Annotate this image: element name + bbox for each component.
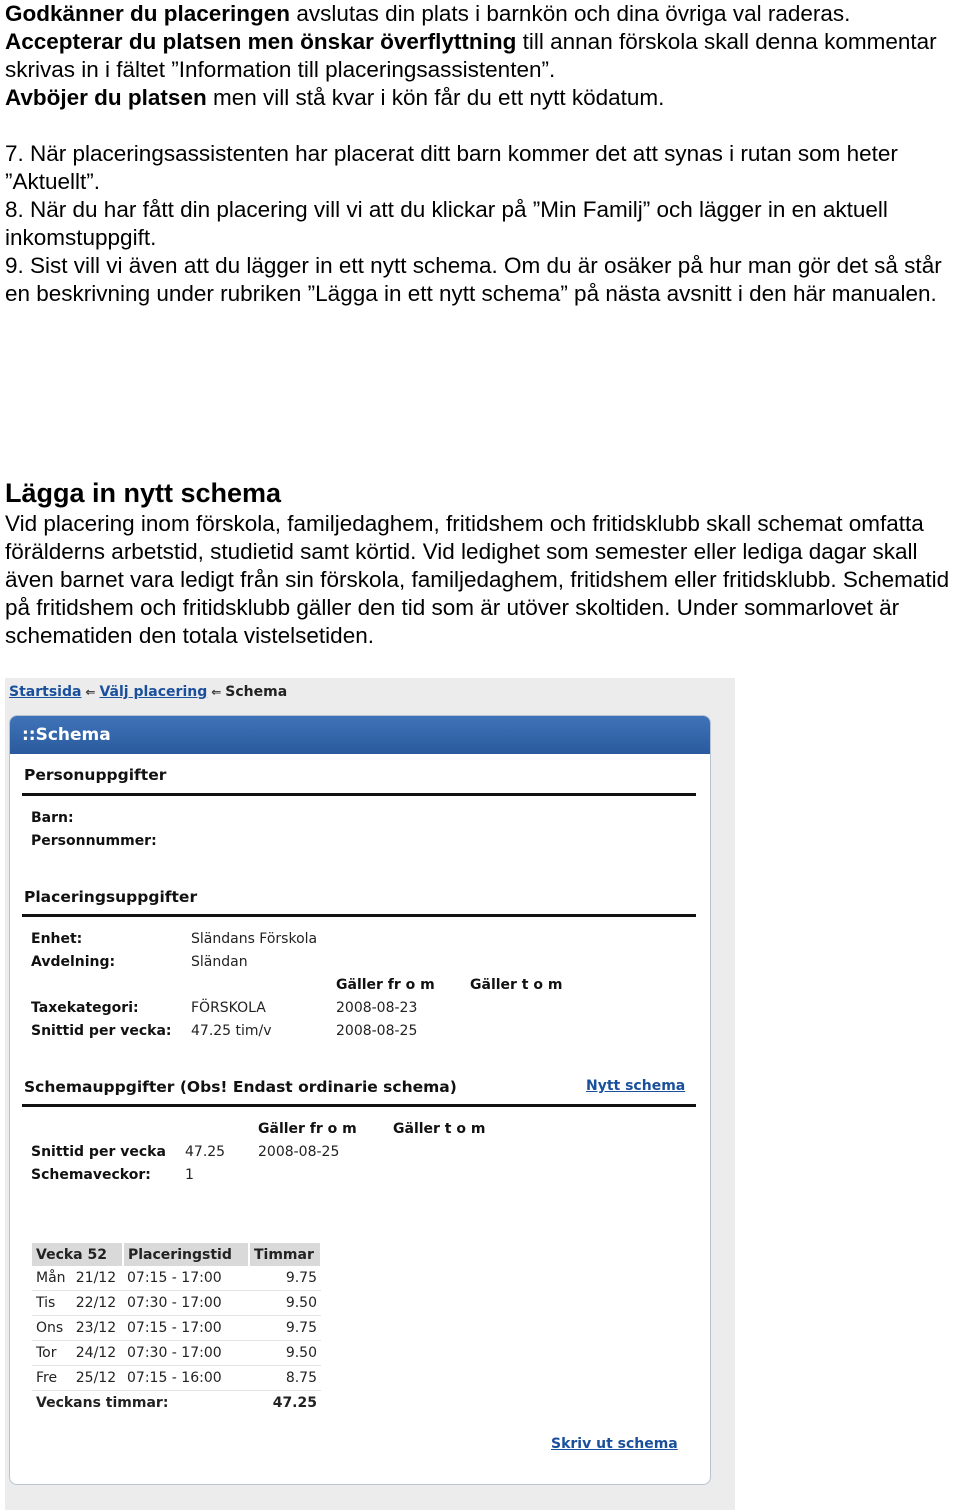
date-cell: 25/12 <box>72 1366 123 1391</box>
week-header: Vecka 52 <box>32 1243 123 1266</box>
divider <box>22 914 696 917</box>
placement-time-header: Placeringstid <box>123 1243 249 1266</box>
personal-number-label: Personnummer: <box>31 833 157 849</box>
placement-heading: Placeringsuppgifter <box>24 888 198 906</box>
time-cell: 07:15 - 17:00 <box>123 1316 249 1341</box>
child-label: Barn: <box>31 810 74 826</box>
divider <box>22 1104 696 1107</box>
total-value: 47.25 <box>272 1395 317 1411</box>
breadcrumb-home-link[interactable]: Startsida <box>9 684 82 700</box>
time-cell: 07:30 - 17:00 <box>123 1341 249 1366</box>
placement-valid-from: 2008-08-23 <box>336 1000 418 1016</box>
section-intro: Vid placering inom förskola, familjedaghem, fritidshem och fritidsklubb skall schemat omfatta förälderns arbetstid, studietid samt körtid. Vid ledighet som semester eller lediga dagar skall även barnet vara ledigt från sin förskola, familjedaghem, fritidshem eller fritidsklubb. Schematid på fritidshem och fritidsklubb gäller den tid som är utöver skoltiden. Under sommarlovet är schematiden den totala vistelsetiden. <box>5 511 950 648</box>
unit-label: Enhet: <box>31 931 83 947</box>
day-cell: Mån <box>32 1266 72 1291</box>
table-row <box>32 1291 321 1316</box>
total-row <box>32 1391 321 1416</box>
schedule-valid-from: 2008-08-25 <box>258 1144 340 1160</box>
date-cell: 22/12 <box>72 1291 123 1316</box>
instruction-text <box>5 0 957 308</box>
day-cell: Tis <box>32 1291 72 1316</box>
paragraph-approve: Godkänner du placeringen avslutas din plats i barnkön och dina övriga val raderas. <box>5 1 851 26</box>
tax-category-label: Taxekategori: <box>31 1000 139 1016</box>
date-cell: 24/12 <box>72 1341 123 1366</box>
department-label: Avdelning: <box>31 954 116 970</box>
time-cell: 07:15 - 17:00 <box>123 1266 249 1291</box>
schedule-average-label: Snittid per vecka <box>31 1144 166 1160</box>
breadcrumb-choose-placement-link[interactable]: Välj placering <box>99 684 208 700</box>
paragraph-accept: Accepterar du platsen men önskar överflyttning till annan förskola skall denna kommentar skrivas in i fältet ”Information till placeringsassistenten”. <box>5 29 937 82</box>
tax-category-value: FÖRSKOLA <box>191 1000 266 1016</box>
schedule-screenshot <box>5 678 735 1510</box>
schedule-average-value: 47.25 <box>185 1144 226 1160</box>
breadcrumb-current: Schema <box>225 684 288 700</box>
valid-from-header: Gäller fr o m <box>336 977 435 993</box>
average-valid-from: 2008-08-25 <box>336 1023 418 1039</box>
step-8: 8. När du har fått din placering vill vi att du klickar på ”Min Familj” och lägger in en aktuell inkomstuppgift. <box>5 197 888 250</box>
day-cell: Ons <box>32 1316 72 1341</box>
weekly-average-value: 47.25 tim/v <box>191 1023 272 1039</box>
table-row <box>32 1366 321 1391</box>
day-cell: Tor <box>32 1341 72 1366</box>
paragraph-decline: Avböjer du platsen men vill stå kvar i kön får du ett nytt ködatum. <box>5 85 665 110</box>
step-7: 7. När placeringsassistenten har placerat ditt barn kommer det att synas i rutan som heter ”Aktuellt”. <box>5 141 898 194</box>
time-cell: 07:30 - 17:00 <box>123 1291 249 1316</box>
breadcrumb <box>9 684 287 700</box>
table-row <box>32 1316 321 1341</box>
hours-header: Timmar <box>249 1243 321 1266</box>
hours-cell: 9.50 <box>249 1291 321 1316</box>
date-cell: 23/12 <box>72 1316 123 1341</box>
schedule-valid-from-header: Gäller fr o m <box>258 1121 357 1137</box>
schedule-panel <box>9 715 711 1485</box>
unit-value: Sländans Förskola <box>191 931 318 947</box>
valid-to-header: Gäller t o m <box>470 977 563 993</box>
date-cell: 21/12 <box>72 1266 123 1291</box>
print-schedule-link[interactable]: Skriv ut schema <box>551 1436 678 1452</box>
schedule-table <box>32 1243 322 1415</box>
hours-cell: 9.75 <box>249 1316 321 1341</box>
table-header-row <box>32 1243 321 1266</box>
schedule-heading: Schemauppgifter (Obs! Endast ordinarie schema) <box>24 1078 457 1096</box>
hours-cell: 9.50 <box>249 1341 321 1366</box>
schedule-weeks-value: 1 <box>185 1167 194 1183</box>
day-cell: Fre <box>32 1366 72 1391</box>
total-label: Veckans timmar: <box>36 1395 169 1411</box>
personal-heading: Personuppgifter <box>24 766 167 784</box>
section-heading: Lägga in nytt schema <box>5 478 282 508</box>
table-row <box>32 1266 321 1291</box>
new-schedule-link[interactable]: Nytt schema <box>586 1078 686 1094</box>
back-arrow-icon: ⇐ <box>85 685 96 699</box>
weekly-average-label: Snittid per vecka: <box>31 1023 172 1039</box>
department-value: Sländan <box>191 954 248 970</box>
hours-cell: 8.75 <box>249 1366 321 1391</box>
table-row <box>32 1341 321 1366</box>
schedule-valid-to-header: Gäller t o m <box>393 1121 486 1137</box>
back-arrow-icon: ⇐ <box>211 685 222 699</box>
panel-title: ::Schema <box>10 716 710 754</box>
divider <box>22 793 696 796</box>
hours-cell: 9.75 <box>249 1266 321 1291</box>
step-9: 9. Sist vill vi även att du lägger in ett nytt schema. Om du är osäker på hur man gör det så står en beskrivning under rubriken ”Lägga in ett nytt schema” på nästa avsnitt i den här manualen. <box>5 253 942 306</box>
time-cell: 07:15 - 16:00 <box>123 1366 249 1391</box>
schedule-weeks-label: Schemaveckor: <box>31 1167 151 1183</box>
